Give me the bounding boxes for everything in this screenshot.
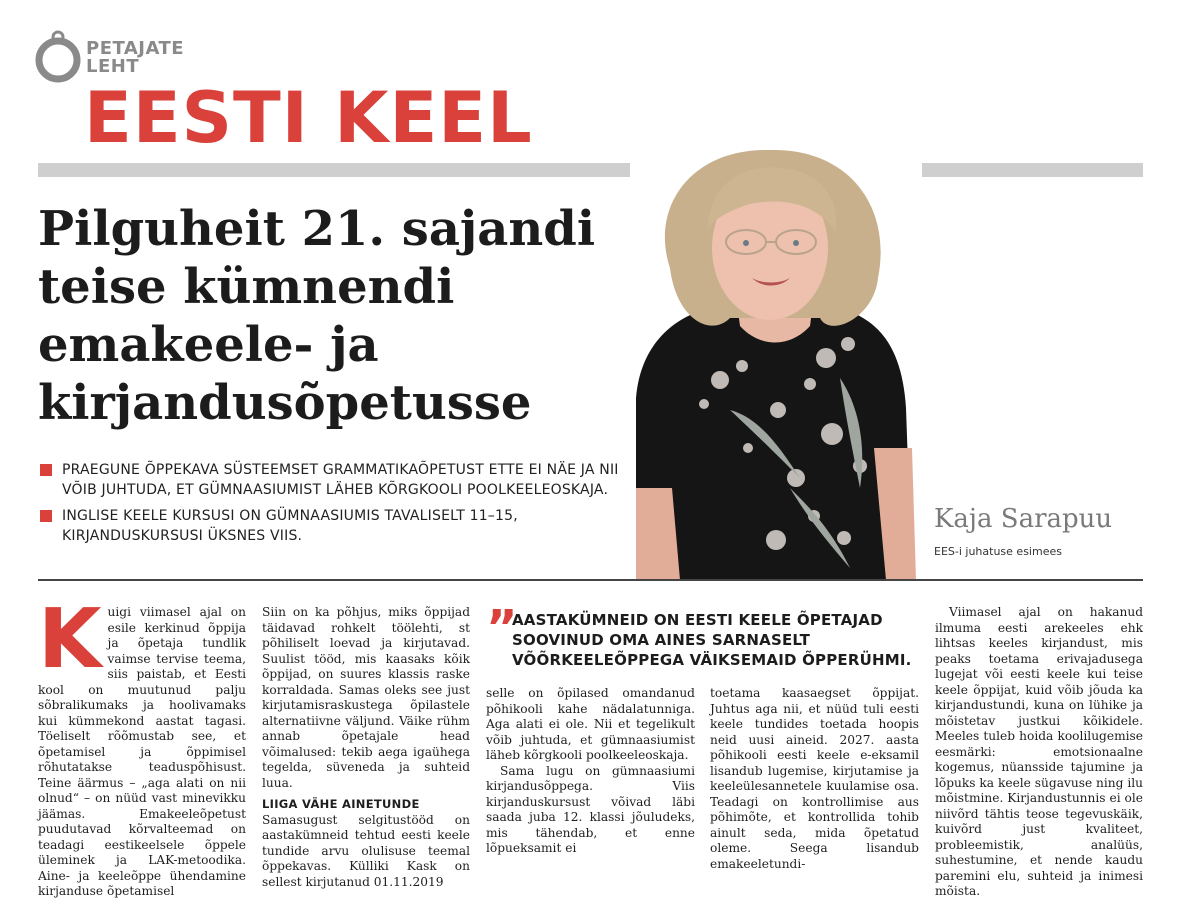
article-headline: Pilguheit 21. sajandi teise kümnendi emakeele- ja kirjandusõpetusse xyxy=(38,201,596,431)
body-column-3 xyxy=(486,686,695,855)
body-column-3-text: selle on õpilased omandanud põhikooli kahe nädalatunniga. Aga alati ei ole. Nii et tegelikult võib juhtuda, et gümnaasiumist läheb kõrgkooli poolkeeleoskaja. xyxy=(486,686,695,762)
author-role: EES-i juhatuse esimees xyxy=(934,545,1062,558)
body-column-4 xyxy=(710,686,919,871)
body-column-5 xyxy=(935,605,1143,898)
lead-bullet-item xyxy=(40,460,620,500)
body-column-2-text: Siin on ka põhjus, miks õppijad täidavad rohkelt töölehti, st põhiliselt loevad ja kirjutavad. Suulist tööd, mis kaasaks kõik õppijad, on suures klassis raske korraldada. Samas oleks see just kirjutamisraskustega õpilastele alternatiivne väljund. Väike rühm annab õpetajale head võimalused: tekib aega igaühega tegelda, süveneda ja suhteid luua. xyxy=(262,605,470,790)
quote-mark-icon: ” xyxy=(486,600,518,656)
body-column-1 xyxy=(38,592,246,898)
pull-quote-text: AASTAKÜMNEID ON EESTI KEELE ÕPETAJAD SOOVINUD OMA AINES SARNASELT VÕÕRKEELEÕPPEGA VÄIKSEMAID ÕPPERÜHMI. xyxy=(512,611,912,669)
lead-bullet-text: PRAEGUNE ÕPPEKAVA SÜSTEEMSET GRAMMATIKAÕPETUST ETTE EI NÄE JA NII VÕIB JUHTUDA, ET GÜMNAASIUMIST LÄHEB KÕRGKOOLI POOLKEELEOSKAJA. xyxy=(62,462,619,498)
logo-ring-icon xyxy=(34,28,84,88)
bullet-square-icon xyxy=(40,510,52,522)
body-column-4-text: toetama kaasaegset õppijat. Juhtus aga nii, et nüüd tuli eesti keele tundides toetada hoopis neid uusi aineid. 2027. aasta põhikooli eesti keele e-eksamil lisandub lugemise, kirjutamise ja keeleülesannetele kuulamise osa. Teadagi on kontrollimise aus põhimõte, et kontrollida tohib ainult seda, mida õpetatud oleme. Seega lisandub emakeeletundi- xyxy=(710,686,919,871)
lead-bullet-list xyxy=(40,460,620,552)
body-column-1-text: uigi viimasel ajal on esile kerkinud õppija ja õpetaja tundlik vaimse tervise teema, siis paistab, et Eesti kool on muutunud palju sõbralikumaks ja hoolivamaks kui kümmekond aastat tagasi. Töeliselt rõõmustab see, et õpetamisel ja õppimisel rõhutatakse teaduspõhisust. Teine äärmus – „aga alati on nii olnud“ – on nüüd vast minevikku jäämas. Emakeeleõpetust puudutavad kõrvalteemad on teadagi eestikeelsele õppele üleminek ja LAK-metoodika. Aine- ja keeleõppe ühendamine kirjanduse õpetamisel xyxy=(38,605,246,898)
author-name: Kaja Sarapuu xyxy=(934,504,1113,534)
lead-bullet-text: INGLISE KEELE KURSUSI ON GÜMNAASIUMIS TAVALISELT 11–15, KIRJANDUSKURSUSI ÜKSNES VIIS. xyxy=(62,508,518,544)
logo-line-2: LEHT xyxy=(86,56,140,77)
section-subhead: LIIGA VÄHE AINETUNDE xyxy=(262,797,420,811)
section-title: EESTI KEEL xyxy=(84,77,533,159)
body-column-5-text: Viimasel ajal on hakanud ilmuma eesti arekeeles ehk lihtsas keeles kirjandust, mis peaks toetama erivajadusega lugejat või eesti keele kui teise keele õppijat, kuid võib jõuda ka kirjandustundi, kuna on lühike ja mõistetav justkui kõikidele. Meeles tuleb hoida koolilugemise eesmärki: emotsionaalne kogemus, nüansside tajumine ja lõpuks ka keele sügavuse ning ilu mõistmine. Kirjandustunnis ei ole niivõrd tähtis teose tegevuskäik, kuivõrd just kvaliteet, probleemistik, analüüs, suhestumine, et nende kaudu paremini elu, suhteid ja inimesi mõista. xyxy=(935,605,1143,898)
body-divider-rule xyxy=(38,579,1143,581)
lead-bullet-item xyxy=(40,506,620,546)
author-photo xyxy=(630,148,922,580)
logo-line-1: PETAJATE xyxy=(86,38,185,59)
body-column-2 xyxy=(262,605,470,889)
drop-cap: K xyxy=(38,592,102,687)
body-column-3-text-cont: Sama lugu on gümnaasiumi kirjandusõppega. Viis kirjanduskursust võivad läbi saada juba 12. klassi jõuludeks, mis tähendab, et enne lõpueksamit ei xyxy=(486,763,695,855)
body-column-2-text-cont: Samasugust selgitustööd on aastakümneid tehtud eesti keele tundide arvu olulisuse teemal õppekavas. Külliki Kask on sellest kirjutanud 01.11.2019 xyxy=(262,812,470,889)
bullet-square-icon xyxy=(40,464,52,476)
header-divider-bar xyxy=(38,163,1143,177)
